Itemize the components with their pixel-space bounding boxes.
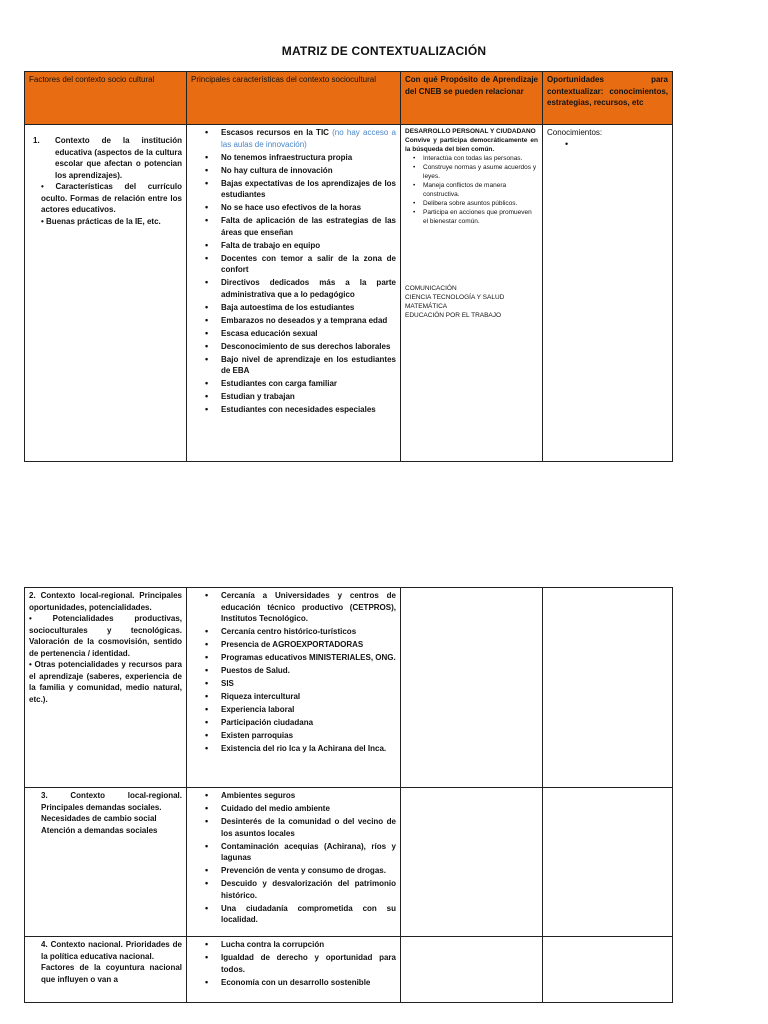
list-item: • Riqueza intercultural [221,691,396,703]
table-row [25,788,673,937]
factor-subitem: • Otras potencialidades y recursos para el aprendizaje (saberes, experiencia de la familia y comunidad, medio natural, etc.). [29,660,182,704]
list-item: • SIS [221,678,396,690]
characteristics-cell [187,937,401,1003]
list-item: • Descuido y desvalorización del patrimonio histórico. [221,878,396,901]
opportunities-label: Conocimientos: [547,128,603,137]
factor-cell [25,588,187,788]
list-item: • Maneja conflictos de manera constructiva. [423,181,538,199]
list-item: • Cercanía a Universidades y centros de educación técnico productivo (CETPROS), Institutos Tecnológico. [221,590,396,625]
factor-cell [25,788,187,937]
list-item: • Bajas expectativas de los aprendizajes de los estudiantes [221,178,396,201]
purpose-list [405,154,538,226]
factor-title: 3. Contexto local-regional. Principales demandas sociales. [41,791,182,812]
list-item: • Existen parroquias [221,730,396,742]
list-item: • Baja autoestima de los estudiantes [221,302,396,314]
list-item: • Igualdad de derecho y oportunidad para todos. [221,952,396,975]
list-item: • Contaminación acequias (Achirana), ríos y lagunas [221,841,396,864]
characteristics-list [191,790,396,926]
area-item: EDUCACIÓN POR EL TRABAJO [405,312,502,319]
characteristics-cell [187,788,401,937]
list-item: • Estudiantes con carga familiar [221,378,396,390]
table-row [25,125,673,462]
list-item: • Embarazos no deseados y a temprana edad [221,315,396,327]
list-item: • Desconocimiento de sus derechos laborales [221,341,396,353]
characteristics-cell [187,588,401,788]
list-item: • Participación ciudadana [221,717,396,729]
factor-subitem: • Potencialidades productivas, socioculturales y tecnológicas. Valoración de la cosmovisión, sentido de pertenencia / identidad. [29,614,182,658]
list-item: • Delibera sobre asuntos públicos. [423,199,538,208]
document-title: MATRIZ DE CONTEXTUALIZACIÓN [281,44,487,58]
table-row [25,937,673,1003]
table-header-row [25,72,673,125]
list-item: • Falta de aplicación de las estrategias de las áreas que enseñan [221,215,396,238]
factor-subitem: • Buenas prácticas de la IE, etc. [41,216,161,226]
list-item: • Cercanía centro histórico-turísticos [221,626,396,638]
factor-cell [25,937,187,1003]
purpose-cell [401,937,543,1003]
list-item: • No se hace uso efectivos de la horas [221,202,396,214]
header-purpose: Con qué Propósito de Aprendizaje del CNEB se pueden relacionar [401,72,543,125]
factor-title: 4. Contexto nacional. Prioridades de la política educativa nacional. [41,940,182,961]
characteristics-list [191,127,396,416]
list-item: • Estudian y trabajan [221,391,396,403]
list-item: • Construye normas y asume acuerdos y leyes. [423,163,538,181]
list-item: • Una ciudadanía comprometida con su localidad. [221,903,396,926]
list-item: • Cuidado del medio ambiente [221,803,396,815]
factor-subitem: Atención a demandas sociales [41,825,158,835]
list-item: • Escasa educación sexual [221,328,396,340]
opportunities-cell [543,125,673,462]
factor-title: Contexto de la institución educativa (aspectos de la cultura escolar que afectan o potencian los aprendizajes). [55,136,182,180]
opportunities-cell [543,788,673,937]
list-item: • Lucha contra la corrupción [221,939,396,951]
empty-bullet: • [565,138,569,149]
area-item: MATEMÁTICA [405,303,448,310]
list-item: • Presencia de AGROEXPORTADORAS [221,639,396,651]
list-item: • Economía con un desarrollo sostenible [221,977,396,989]
contextualization-table [24,71,673,462]
list-item: • Participa en acciones que promueven el bienestar común. [423,208,538,226]
factor-subitem: Necesidades de cambio social [41,814,157,823]
characteristics-cell [187,125,401,462]
list-item: • Interactúa con todas las personas. [423,154,538,163]
list-item: • Ambientes seguros [221,790,396,802]
contextualization-table-continued [24,587,673,1003]
list-item: • Programas educativos MINISTERIALES, ONG. [221,652,396,664]
list-item: • Experiencia laboral [221,704,396,716]
factor-cell [25,125,187,462]
list-item: • Puestos de Salud. [221,665,396,677]
list-item: • Escasos recursos en la TIC (no hay acceso a las aulas de innovación) [221,127,396,150]
table-row [25,588,673,788]
header-opportunities: Oportunidades para contextualizar: conocimientos, estrategias, recursos, etc [543,72,673,125]
purpose-cell [401,588,543,788]
list-item: • No hay cultura de innovación [221,165,396,177]
list-item: • Directivos dedicados más a la parte administrativa que a lo pedagógico [221,277,396,300]
purpose-subtitle: Convive y participa democráticamente en la búsqueda del bien común. [405,137,538,153]
header-characteristics: Principales características del contexto sociocultural [187,72,401,125]
purpose-title: DESARROLLO PERSONAL Y CIUDADANO [405,128,536,135]
purpose-cell [401,125,543,462]
factor-title: 2. Contexto local-regional. Principales oportunidades, potencialidades. [29,591,182,612]
list-item: • Docentes con temor a salir de la zona de confort [221,253,396,276]
row-number: 1. [33,136,40,145]
list-item: • Estudiantes con necesidades especiales [221,404,396,416]
factor-subitem: • Características del currículo oculto. Formas de relación entre los actores educativos. [41,182,182,214]
list-item: • No tenemos infraestructura propia [221,152,396,164]
list-item: • Bajo nivel de aprendizaje en los estudiantes de EBA [221,354,396,377]
characteristics-list [191,590,396,755]
opportunities-cell [543,937,673,1003]
area-item: CIENCIA TECNOLOGÍA Y SALUD [405,294,505,301]
list-item: • Prevención de venta y consumo de drogas. [221,865,396,877]
list-item: • Existencia del rio Ica y la Achirana del Inca. [221,743,396,755]
header-factors: Factores del contexto socio cultural [25,72,187,125]
purpose-cell [401,788,543,937]
list-item: • Falta de trabajo en equipo [221,240,396,252]
area-item: COMUNICACIÓN [405,285,457,292]
list-item: • Desinterés de la comunidad o del vecino de los asuntos locales [221,816,396,839]
opportunities-cell [543,588,673,788]
factor-subitem: Factores de la coyuntura nacional que influyen o van a [41,963,182,984]
characteristics-list [191,939,396,988]
